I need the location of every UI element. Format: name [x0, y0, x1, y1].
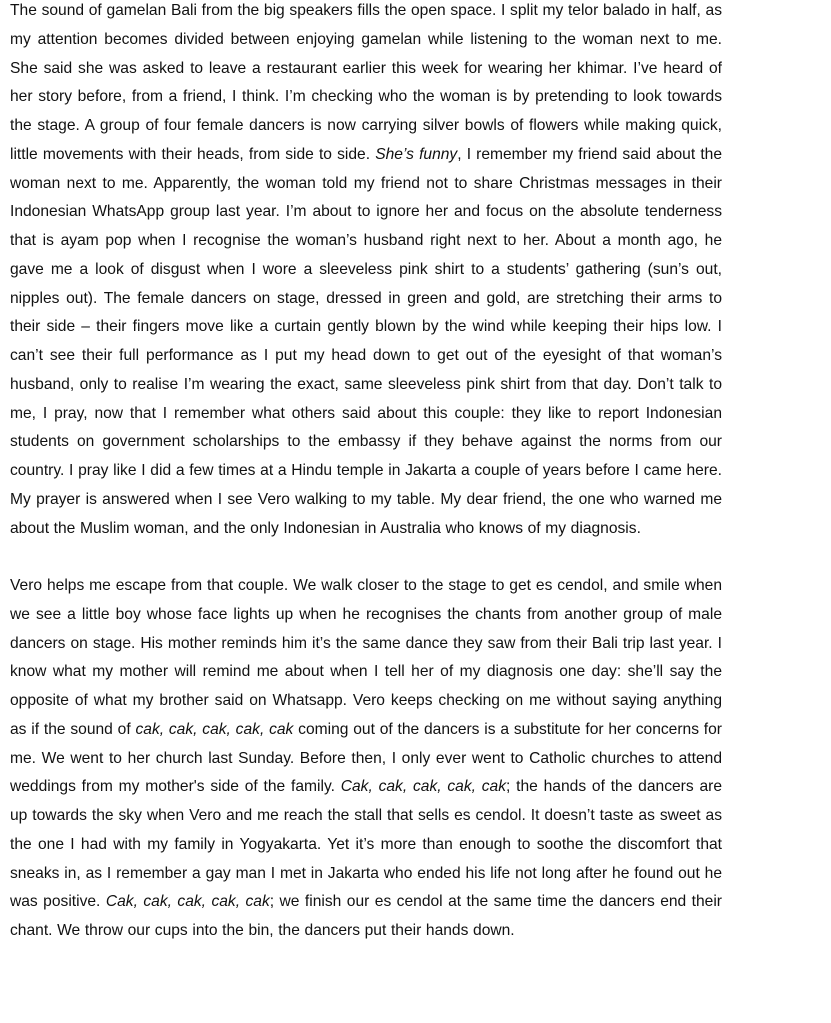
- text-segment: coming out of the dancers is a substitute for her concerns for me. We went to her church last Sunday. Before then, I only ever went to Catholic churches to attend weddings from my mother's side of the family.: [10, 720, 722, 796]
- text-segment: ; we finish our es cendol at the same time the dancers end their chant. We throw our cups into the bin, the dancers put their hands down.: [10, 893, 722, 939]
- text-segment: ; the hands of the dancers are up towards the sky when Vero and me reach the stall that sells es cendol. It doesn’t taste as sweet as the one I had with my family in Yogyakarta. Yet it’s more than enough to soothe the discomfort that sneaks in, as I remember a gay man I met in Jakarta who ended his life not long after he found out he was positive.: [10, 778, 722, 911]
- paragraph-1: [10, 0, 722, 543]
- italic-text-segment: She’s funny: [375, 145, 458, 163]
- italic-text-segment: Cak, cak, cak, cak, cak: [105, 893, 270, 911]
- paragraph-2: [10, 572, 722, 946]
- italic-text-segment: Cak, cak, cak, cak, cak: [340, 778, 507, 796]
- text-segment: The sound of gamelan Bali from the big speakers fills the open space. I split my telor balado in half, as my attention becomes divided between enjoying gamelan while listening to the woman next to me. She said she was asked to leave a restaurant earlier this week for wearing her khimar. I’ve heard of her story before, from a friend, I think. I’m checking who the woman is by pretending to look towards the stage. A group of four female dancers is now carrying silver bowls of flowers while making quick, little movements with their heads, from side to side.: [10, 2, 722, 163]
- text-segment: , I remember my friend said about the woman next to me. Apparently, the woman told my friend not to share Christmas messages in their Indonesian WhatsApp group last year. I’m about to ignore her and focus on the absolute tenderness that is ayam pop when I recognise the woman’s husband right next to her. About a month ago, he gave me a look of disgust when I wore a sleeveless pink shirt to a students’ gathering (sun’s out, nipples out). The female dancers on stage, dressed in green and gold, are stretching their arms to their side – their fingers move like a curtain gently blown by the wind while keeping their hips low. I can’t see their full performance as I put my head down to get out of the eyesight of that woman’s husband, only to realise I’m wearing the exact, same sleeveless pink shirt from that day. Don’t talk to me, I pray, now that I remember what others said about this couple: they like to report Indonesian students on government scholarships to the embassy if they behave against the norms from our country. I pray like I did a few times at a Hindu temple in Jakarta a couple of years before I came here. My prayer is answered when I see Vero walking to my table. My dear friend, the one who warned me about the Muslim woman, and the only Indonesian in Australia who knows of my diagnosis.: [10, 145, 723, 537]
- italic-text-segment: cak, cak, cak, cak, cak: [135, 720, 294, 738]
- text-segment: Vero helps me escape from that couple. We walk closer to the stage to get es cendol, and smile when we see a little boy whose face lights up when he recognises the chants from another group of male dancers on stage. His mother reminds him it’s the same dance they saw from their Bali trip last year. I know what my mother will remind me about when I tell her of my diagnosis one day: she’ll say the opposite of what my brother said on Whatsapp. Vero keeps checking on me without saying anything as if the sound of: [10, 577, 722, 738]
- document-body: [10, 0, 722, 946]
